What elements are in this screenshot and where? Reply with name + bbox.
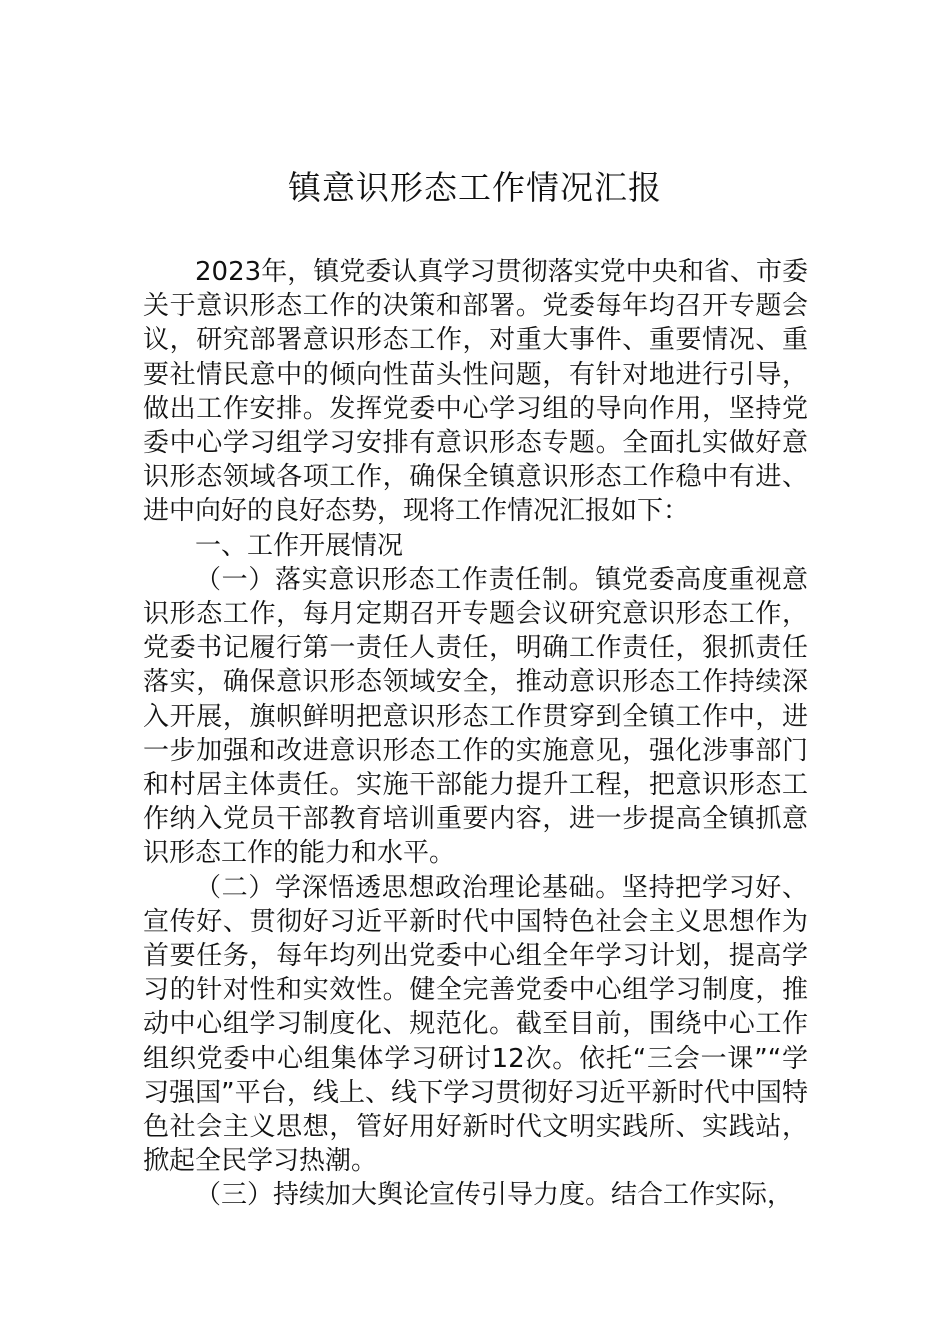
section-heading: 一、工作开展情况 xyxy=(195,530,404,561)
section-paragraph-3: （三）持续加大舆论宣传引导力度。结合工作实际， xyxy=(195,1180,794,1211)
intro-paragraph: 2023年，镇党委认真学习贯彻落实党中央和省、市委关于意识形态工作的决策和部署。党委每年均召开专题会议，研究部署意识形态工作，对重大事件、重要情况、重要社情民意中的倾向性苗头性问题，有针对地进行引导，做出工作安排。发挥党委中心学习组的导向作用，坚持党委中心学习组学习安排有意识形态专题。全面扎实做好意识形态领域各项工作，确保全镇意识形态工作稳中有进、进中向好的良好态势，现将工作情况汇报如下： xyxy=(143,257,808,527)
document-body xyxy=(143,255,808,1213)
section-paragraph-1: （一）落实意识形态工作责任制。镇党委高度重视意识形态工作，每月定期召开专题会议研究意识形态工作，党委书记履行第一责任人责任，明确工作责任，狠抓责任落实，确保意识形态领域安全，推动意识形态工作持续深入开展，旗帜鲜明把意识形态工作贯穿到全镇工作中，进一步加强和改进意识形态工作的实施意见，强化涉事部门和村居主体责任。实施干部能力提升工程，把意识形态工作纳入党员干部教育培训重要内容，进一步提高全镇抓意识形态工作的能力和水平。 xyxy=(143,564,808,869)
section-paragraph-2: （二）学深悟透思想政治理论基础。坚持把学习好、宣传好、贯彻好习近平新时代中国特色社会主义思想作为首要任务，每年均列出党委中心组全年学习计划，提高学习的针对性和实效性。健全完善党委中心组学习制度，推动中心组学习制度化、规范化。截至目前，围绕中心工作组织党委中心组集体学习研讨12次。依托“三会一课”“学习强国”平台，线上、线下学习贯彻好习近平新时代中国特色社会主义思想，管好用好新时代文明实践所、实践站，掀起全民学习热潮。 xyxy=(143,872,808,1177)
document-title: 镇意识形态工作情况汇报 xyxy=(288,168,662,207)
